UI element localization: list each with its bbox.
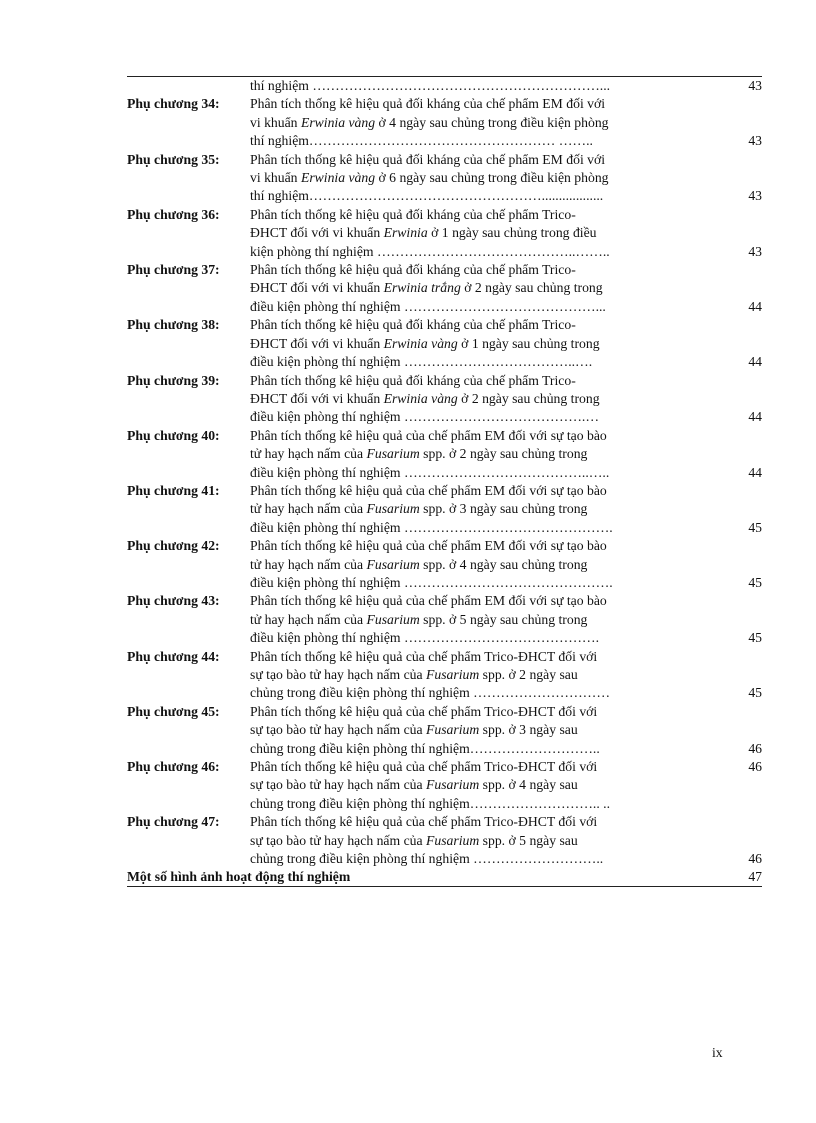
toc-entry-page-number: 44 xyxy=(748,354,762,370)
toc-entry-page-number: 46 xyxy=(748,740,762,756)
toc-entry-line: Phân tích thống kê hiệu quả đối kháng của chế phẩm Trico- xyxy=(250,262,576,278)
toc-entry-label: Phụ chương 34: xyxy=(127,96,220,112)
toc-entry-text xyxy=(250,261,686,316)
toc-entry-text xyxy=(250,648,686,703)
table-of-contents xyxy=(127,76,762,887)
toc-entry[interactable] xyxy=(127,427,762,482)
toc-entry[interactable] xyxy=(127,316,762,371)
toc-entry-page xyxy=(686,537,762,592)
toc-entry[interactable] xyxy=(127,648,762,703)
toc-entry-page xyxy=(686,482,762,537)
toc-entry-text xyxy=(250,813,686,868)
toc-entry-label xyxy=(127,77,250,95)
toc-entry-line: điều kiện phòng thí nghiệm ………………………………………. xyxy=(250,574,613,590)
toc-entry[interactable] xyxy=(127,151,762,206)
toc-entry-line: thí nghiệm……………………………………………… …….. xyxy=(250,133,593,149)
toc-entry-line: Phân tích thống kê hiệu quả đối kháng của chế phẩm EM đối với xyxy=(250,151,606,167)
toc-entry-line: sự tạo bào tử hay hạch nấm của Fusarium spp. ở 5 ngày sau xyxy=(250,832,578,848)
toc-entry-page-number: 45 xyxy=(748,685,762,701)
toc-entry-label: Phụ chương 47: xyxy=(127,814,220,830)
toc-final-entry[interactable] xyxy=(127,868,762,886)
toc-entry-line: ĐHCT đối với vi khuẩn Erwinia ở 1 ngày sau chủng trong điều xyxy=(250,225,597,241)
toc-entry[interactable] xyxy=(127,206,762,261)
toc-entry-text xyxy=(250,372,686,427)
toc-entry-text xyxy=(250,151,686,206)
toc-entry[interactable] xyxy=(127,482,762,537)
toc-entry-page-number: 43 xyxy=(748,188,762,204)
toc-entry-line: Phân tích thống kê hiệu quả của chế phẩm Trico-ĐHCT đối với xyxy=(250,648,598,664)
toc-entry-page-number: 45 xyxy=(748,630,762,646)
toc-entry-line: ĐHCT đối với vi khuẩn Erwinia trắng ở 2 ngày sau chủng trong xyxy=(250,280,603,296)
toc-entry-line: Phân tích thống kê hiệu quả của chế phẩm EM đối với sự tạo bào xyxy=(250,538,607,554)
toc-entry-page xyxy=(686,648,762,703)
toc-entry-line: điều kiện phòng thí nghiệm ………………………………..…. xyxy=(250,354,593,370)
toc-entry-line: Phân tích thống kê hiệu quả đối kháng của chế phẩm Trico- xyxy=(250,206,576,222)
toc-entry-line: Phân tích thống kê hiệu quả của chế phẩm Trico-ĐHCT đối với xyxy=(250,814,598,830)
toc-entry-page xyxy=(686,77,762,95)
toc-final-label: Một số hình ảnh hoạt động thí nghiệm xyxy=(127,869,351,885)
toc-entry-line: sự tạo bào tử hay hạch nấm của Fusarium spp. ở 2 ngày sau xyxy=(250,667,578,682)
toc-entry-line: điều kiện phòng thí nghiệm …………………………………..….. xyxy=(250,464,610,480)
toc-entry-line: chủng trong điều kiện phòng thí nghiệm ……………………….. xyxy=(250,851,604,867)
toc-entry-text xyxy=(250,427,686,482)
toc-entry-line: Phân tích thống kê hiệu quả của chế phẩm EM đối với sự tạo bào xyxy=(250,593,607,609)
toc-entry-page-number: 44 xyxy=(748,409,762,425)
page-number: ix xyxy=(712,1045,723,1060)
toc-entry-line: thí nghiệm…………………………………………….................. xyxy=(250,188,604,204)
toc-entry-line: vi khuẩn Erwinia vàng ở 6 ngày sau chủng trong điều kiện phòng xyxy=(250,170,609,186)
toc-entry-line: điều kiện phòng thí nghiệm ………………………………………. xyxy=(250,519,613,535)
toc-entry-line: kiện phòng thí nghiệm ……………………………………..…….. xyxy=(250,243,610,259)
toc-entry-text xyxy=(250,77,686,95)
toc-entry-label: Phụ chương 46: xyxy=(127,759,220,775)
toc-entry-label: Phụ chương 40: xyxy=(127,427,220,443)
toc-entry-line: ĐHCT đối với vi khuẩn Erwinia vàng ở 1 ngày sau chủng trong xyxy=(250,335,600,351)
toc-entry-line: Phân tích thống kê hiệu quả của chế phẩm EM đối với sự tạo bào xyxy=(250,427,607,443)
toc-entry-line: chủng trong điều kiện phòng thí nghiệm ………………………… xyxy=(250,685,611,701)
toc-entry-page xyxy=(686,95,762,150)
toc-entry-label: Phụ chương 38: xyxy=(127,317,220,333)
toc-entry[interactable] xyxy=(127,261,762,316)
toc-entry-line: tử hay hạch nấm của Fusarium spp. ở 4 ngày sau chủng trong xyxy=(250,556,588,572)
toc-entry-page-number: 43 xyxy=(748,243,762,259)
toc-entry-text xyxy=(250,703,686,758)
toc-entry-line: chủng trong điều kiện phòng thí nghiệm……………………….. .. xyxy=(250,795,611,811)
toc-entry-line: Phân tích thống kê hiệu quả của chế phẩm EM đối với sự tạo bào xyxy=(250,482,607,498)
toc-entry-page xyxy=(686,316,762,371)
toc-entry-line: Phân tích thống kê hiệu quả đối kháng của chế phẩm EM đối với xyxy=(250,96,606,112)
toc-entry-line: tử hay hạch nấm của Fusarium spp. ở 3 ngày sau chủng trong xyxy=(250,501,588,517)
toc-entry-line: vi khuẩn Erwinia vàng ở 4 ngày sau chủng trong điều kiện phòng xyxy=(250,114,609,130)
toc-entry-page xyxy=(686,206,762,261)
toc-final-page: 47 xyxy=(748,869,762,885)
toc-entry-text xyxy=(250,482,686,537)
toc-entry-label: Phụ chương 45: xyxy=(127,703,220,719)
toc-entry-label: Phụ chương 37: xyxy=(127,262,220,278)
toc-entry-page-number: 43 xyxy=(748,78,762,93)
toc-list xyxy=(127,77,762,868)
toc-entry-page xyxy=(686,427,762,482)
toc-entry-label: Phụ chương 44: xyxy=(127,648,220,664)
toc-entry-label: Phụ chương 42: xyxy=(127,538,220,554)
toc-entry-line: điều kiện phòng thí nghiệm ……………………………………. xyxy=(250,630,600,646)
toc-entry-line: Phân tích thống kê hiệu quả đối kháng của chế phẩm Trico- xyxy=(250,372,576,388)
toc-entry-label: Phụ chương 35: xyxy=(127,151,220,167)
toc-entry-line: ĐHCT đối với vi khuẩn Erwinia vàng ở 2 ngày sau chủng trong xyxy=(250,390,600,406)
toc-entry[interactable] xyxy=(127,703,762,758)
toc-entry-text xyxy=(250,316,686,371)
toc-entry-page xyxy=(686,592,762,647)
toc-entry-line: Phân tích thống kê hiệu quả của chế phẩm Trico-ĐHCT đối với xyxy=(250,759,598,775)
toc-entry-page xyxy=(686,703,762,758)
toc-entry[interactable] xyxy=(127,372,762,427)
toc-entry-line: sự tạo bào tử hay hạch nấm của Fusarium spp. ở 3 ngày sau xyxy=(250,722,578,738)
toc-entry-line: Phân tích thống kê hiệu quả của chế phẩm Trico-ĐHCT đối với xyxy=(250,703,598,719)
toc-entry-line: chủng trong điều kiện phòng thí nghiệm……………………….. xyxy=(250,740,600,756)
toc-entry-label: Phụ chương 36: xyxy=(127,206,220,222)
toc-entry-line: điều kiện phòng thí nghiệm ……………………………………... xyxy=(250,298,606,314)
toc-entry-text xyxy=(250,206,686,261)
toc-entry-label: Phụ chương 43: xyxy=(127,593,220,609)
toc-entry-page-number: 46 xyxy=(748,759,762,775)
toc-entry-page xyxy=(686,261,762,316)
toc-entry-page xyxy=(686,758,762,813)
toc-entry-line: sự tạo bào tử hay hạch nấm của Fusarium spp. ở 4 ngày sau xyxy=(250,777,578,793)
toc-entry-page xyxy=(686,813,762,868)
toc-entry-line: tử hay hạch nấm của Fusarium spp. ở 2 ngày sau chủng trong xyxy=(250,446,588,462)
toc-entry-page-number: 46 xyxy=(748,851,762,867)
toc-entry-line: tử hay hạch nấm của Fusarium spp. ở 5 ngày sau chủng trong xyxy=(250,611,588,627)
toc-entry-text xyxy=(250,592,686,647)
toc-entry-label: Phụ chương 41: xyxy=(127,482,220,498)
toc-entry-page-number: 45 xyxy=(748,519,762,535)
toc-entry-line: Phân tích thống kê hiệu quả đối kháng của chế phẩm Trico- xyxy=(250,317,576,333)
toc-entry[interactable] xyxy=(127,537,762,592)
bottom-rule xyxy=(127,886,762,887)
toc-entry-page-number: 45 xyxy=(748,574,762,590)
toc-entry-text xyxy=(250,758,686,813)
toc-entry-page xyxy=(686,372,762,427)
toc-entry[interactable] xyxy=(127,592,762,647)
toc-entry-line: điều kiện phòng thí nghiệm ………………………………….… xyxy=(250,409,600,425)
toc-entry[interactable] xyxy=(127,77,762,95)
toc-entry-label: Phụ chương 39: xyxy=(127,372,220,388)
toc-entry-page-number: 44 xyxy=(748,298,762,314)
toc-entry-line: thí nghiệm ………………………………………………………... xyxy=(250,78,611,93)
toc-entry[interactable] xyxy=(127,813,762,868)
toc-entry-text xyxy=(250,537,686,592)
toc-entry[interactable] xyxy=(127,758,762,813)
toc-entry-text xyxy=(250,95,686,150)
toc-entry-page xyxy=(686,151,762,206)
toc-entry-page-number: 43 xyxy=(748,133,762,149)
toc-entry-page-number: 44 xyxy=(748,464,762,480)
toc-entry[interactable] xyxy=(127,95,762,150)
